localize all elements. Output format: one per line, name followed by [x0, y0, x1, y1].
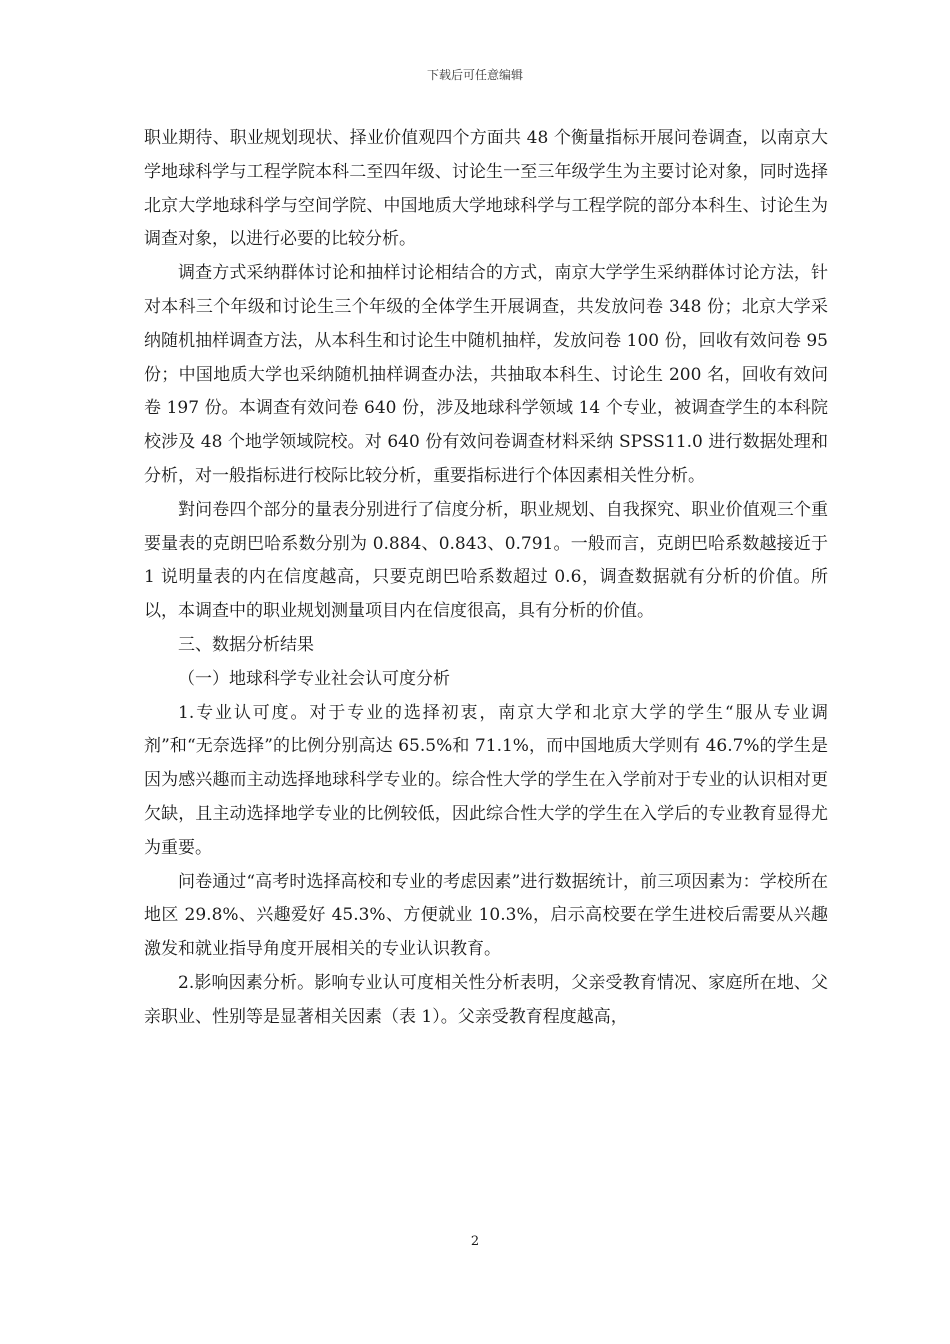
paragraph-survey-method: 调查方式采纳群体讨论和抽样讨论相结合的方式，南京大学学生采纳群体讨论方法，针对本科三个年级和讨论生三个年级的全体学生开展调查，共发放问卷 348 份；北京大学采纳随机抽样调查方法，从本科生和讨论生中随机抽样，发放问卷 100 份，回收有效问卷 95 份；中国地质大学也采纳随机抽样调查办法，共抽取本科生、讨论生 200 名，回收有效问卷 197 份。本调查有效问卷 640 份，涉及地球科学领域 14 个专业，被调查学生的本科院校涉及 48 个地学领域院校。对 640 份有效问卷调查材料采纳 SPSS11.0 进行数据处理和分析，对一般指标进行校际比较分析，重要指标进行个体因素相关性分析。	[144, 263, 828, 486]
paragraph-influence-factors: 2.影响因素分析。影响专业认可度相关性分析表明，父亲受教育情况、家庭所在地、父亲职业、性别等是显著相关因素（表 1）。父亲受教育程度越高，	[144, 972, 828, 1027]
paragraph-major-recognition: 1.专业认可度。对于专业的选择初衷，南京大学和北京大学的学生“服从专业调剂”和“无奈选择”的比例分别高达 65.5%和 71.1%，而中国地质大学则有 46.7%的学生是因为感兴趣而主动选择地球科学专业的。综合性大学的学生在入学前对于专业的认识相对更欠缺，且主动选择地学专业的比例较低，因此综合性大学的学生在入学后的专业教育显得尤为重要。	[144, 702, 828, 858]
paragraph-selection-factors: 问卷通过“高考时选择高校和专业的考虑因素”进行数据统计，前三项因素为：学校所在地区 29.8%、兴趣爱好 45.3%、方便就业 10.3%，启示高校要在学生进校后需要从兴趣激发和就业指导角度开展相关的专业认识教育。	[144, 871, 828, 960]
paragraph-continued: 职业期待、职业规划现状、择业价值观四个方面共 48 个衡量指标开展问卷调查，以南京大学地球科学与工程学院本科二至四年级、讨论生一至三年级学生为主要讨论对象，同时选择北京大学地球科学与空间学院、中国地质大学地球科学与工程学院的部分本科生、讨论生为调查对象，以进行必要的比较分析。	[144, 128, 828, 250]
subsection-heading: （一）地球科学专业社会认可度分析	[178, 668, 450, 689]
page-header: 下载后可任意编辑	[426, 68, 523, 82]
paragraph-reliability-analysis: 對问卷四个部分的量表分别进行了信度分析，职业规划、自我探究、职业价值观三个重要量表的克朗巴哈系数分别为 0.884、0.843、0.791。一般而言，克朗巴哈系数越接近于 1 说明量表的内在信度越高，只要克朗巴哈系数超过 0.6，调查数据就有分析的价值。所以，本调查中的职业规划测量项目内在信度很高，具有分析的价值。	[144, 499, 828, 622]
section-heading: 三、数据分析结果	[178, 634, 314, 655]
page-number: 2	[470, 1234, 480, 1249]
document-body	[144, 122, 828, 1035]
